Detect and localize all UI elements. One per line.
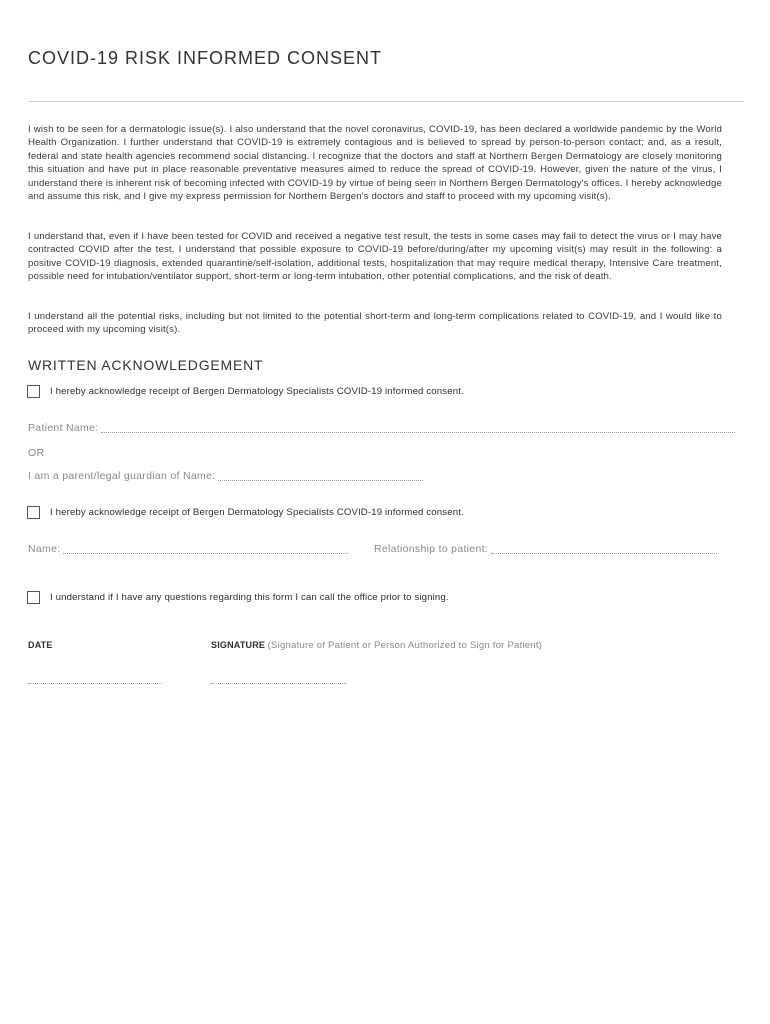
patient-name-field[interactable] (101, 424, 735, 433)
acknowledge-receipt-checkbox-1[interactable] (27, 385, 40, 398)
patient-name-label: Patient Name: (28, 422, 99, 434)
questions-acknowledgement-checkbox[interactable] (27, 591, 40, 604)
patient-name-row (28, 422, 735, 434)
consent-paragraph-1: I wish to be seen for a dermatologic issue(s). I also understand that the novel coronavirus, COVID-19, has been declared a worldwide pandemic by the World Health Organization. I further understand that COVID-19 is extremely contagious and is believed to spread by person-to-person contact; and, as a result, federal and state health agencies recommend social distancing. I recognize that the doctors and staff at Northern Bergen Dermatology are closely monitoring this situation and have put in place reasonable preventative measures aimed to reduce the spread of COVID-19. However, given the nature of the virus, I understand there is inherent risk of becoming infected with COVID-19 by virtue of being seen in Northern Bergen Dermatology's offices. I hereby acknowledge and assume this risk, and I give my express permission for Northern Bergen's doctors and staff to proceed with my upcoming visit(s). (28, 124, 722, 203)
page-title: COVID-19 RISK INFORMED CONSENT (28, 48, 383, 69)
consent-paragraph-2: I understand that, even if I have been tested for COVID and received a negative test result, the tests in some cases may fail to detect the virus or I may have contracted COVID after the test. I understand that possible exposure to COVID-19 before/during/after my upcoming visit(s) may result in the following: a positive COVID-19 diagnosis, extended quarantine/self-isolation, additional tests, hospitalization that may require medical therapy, Intensive Care treatment, possible need for intubation/ventilator support, short-term or long-term intubation, other potential complications, and the risk of death. (28, 231, 722, 283)
acknowledge-receipt-row-1[interactable] (27, 385, 464, 398)
signature-note: (Signature of Patient or Person Authorized to Sign for Patient) (267, 640, 543, 651)
date-field[interactable] (28, 677, 162, 684)
relationship-row (374, 543, 717, 555)
guardian-name-field[interactable] (218, 472, 423, 481)
date-label (28, 640, 53, 650)
acknowledge-receipt-row-2[interactable] (27, 506, 464, 519)
signature-label (211, 640, 542, 651)
questions-acknowledgement-label: I understand if I have any questions regarding this form I can call the office prior to signing. (50, 592, 449, 603)
acknowledge-receipt-label-2: I hereby acknowledge receipt of Bergen Dermatology Specialists COVID-19 informed consent. (50, 507, 464, 518)
relationship-label: Relationship to patient: (374, 543, 489, 555)
acknowledge-receipt-checkbox-2[interactable] (27, 506, 40, 519)
guardian-name-row (28, 470, 423, 482)
questions-acknowledgement-row[interactable] (27, 591, 449, 604)
guardian-name-label: I am a parent/legal guardian of Name: (28, 470, 216, 482)
or-separator: OR (28, 447, 45, 459)
name-row (28, 543, 348, 555)
name-field[interactable] (63, 545, 348, 554)
signature-label-text: SIGNATURE (211, 640, 266, 650)
relationship-field[interactable] (491, 545, 717, 554)
name-label: Name: (28, 543, 61, 555)
signature-field[interactable] (211, 677, 347, 684)
consent-paragraph-3: I understand all the potential risks, including but not limited to the potential short-term and long-term complications related to COVID-19, and I would like to proceed with my upcoming visit(s). (28, 311, 722, 336)
acknowledge-receipt-label-1: I hereby acknowledge receipt of Bergen Dermatology Specialists COVID-19 informed consent. (50, 386, 464, 397)
title-divider (28, 101, 744, 102)
date-label-text: DATE (28, 640, 53, 650)
acknowledgement-heading: WRITTEN ACKNOWLEDGEMENT (28, 357, 264, 373)
